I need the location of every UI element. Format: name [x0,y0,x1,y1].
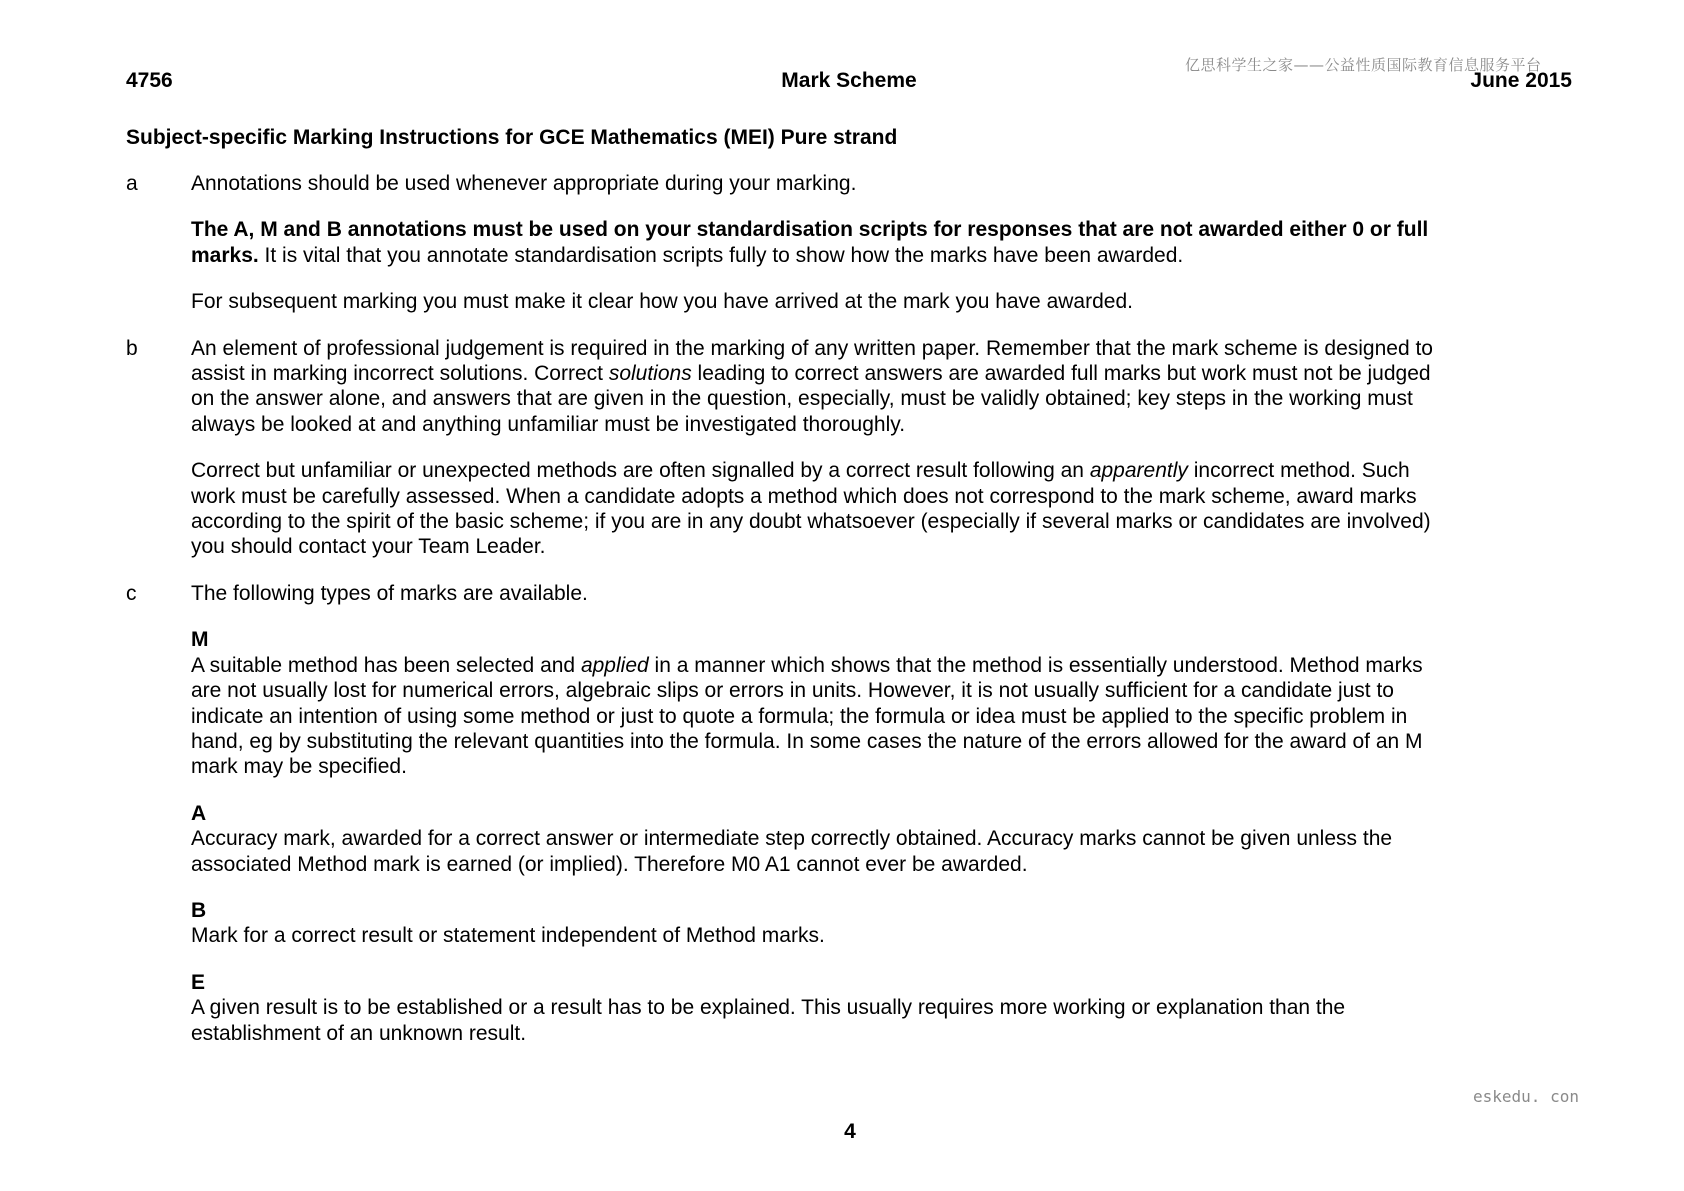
page-number: 4 [844,1120,856,1143]
mark-type-description: Mark for a correct result or statement independent of Method marks. [191,924,825,948]
instruction-item-c [126,581,1456,1046]
paragraph [191,458,1456,560]
item-letter: a [126,172,138,195]
bold-text: The A, M and B annotations must be used on your standardisation scripts for responses that are not awarded either 0 or full marks. [191,218,1429,267]
mark-type-heading: M [191,628,209,652]
italic-text: apparently [1089,459,1188,483]
mark-type-heading: A [191,801,207,825]
paragraph: Annotations should be used whenever appropriate during your marking. [191,172,857,195]
italic-text: applied [580,653,649,677]
watermark-bottom: eskedu. con [1473,1087,1579,1106]
paper-code: 4756 [126,69,173,92]
italic-text: solutions [608,362,692,386]
mark-type-a [191,801,1456,877]
item-letter: b [126,336,138,360]
instruction-item-b [126,336,1456,560]
mark-type-description: A given result is to be established or a result has to be explained. This usually requires more working or explanation than the establishment of an unknown result. [191,996,1346,1045]
section-title: Subject-specific Marking Instructions for GCE Mathematics (MEI) Pure strand [126,126,898,149]
text-run: incorrect method. Such work must be carefully assessed. When a candidate adopts a method which does not correspond to the mark scheme, award marks according to the spirit of the basic scheme; if you are in any doubt whatsoever (especially if several marks or candidates are involved) you should contact your Team Leader. [191,459,1431,559]
mark-type-description: Accuracy mark, awarded for a correct answer or intermediate step correctly obtained. Accuracy marks cannot be given unless the associated Method mark is earned (or implied). Therefore M0 A1 cannot ever be awarded. [191,827,1393,876]
text-run: Correct but unfamiliar or unexpected methods are often signalled by a correct result following an [191,459,1090,483]
text-run: leading to correct answers are awarded full marks but work must not be judged on the answer alone, and answers that are given in the question, especially, must be validly obtained; key steps in the working must always be looked at and anything unfamiliar must be investigated thoroughly. [191,362,1431,436]
paragraph: For subsequent marking you must make it clear how you have arrived at the mark you have awarded. [191,290,1133,314]
text-run: A suitable method has been selected and [191,653,581,677]
document-title: Mark Scheme [781,69,917,92]
instructions-body [126,171,1456,1067]
mark-type-heading: B [191,898,207,922]
text-run: in a manner which shows that the method is essentially understood. Method marks are not usually lost for numerical errors, algebraic slips or errors in units. However, it is not usually sufficient for a candidate just to indicate an intention of using some method or just to quote a formula; the formula or idea must be applied to the specific problem in hand, eg by substituting the relevant quantities into the formula. In some cases the nature of the errors allowed for the award of an M mark may be specified. [191,653,1423,779]
text-run: It is vital that you annotate standardisation scripts fully to show how the marks have been awarded. [258,243,1184,267]
mark-type-m [191,627,1456,779]
page-header [126,69,1572,97]
mark-type-e [191,970,1456,1046]
paragraph [191,336,1456,438]
instruction-item-a [126,171,1456,315]
mark-type-b [191,898,1456,949]
watermark-top: 亿思科学生之家——公益性质国际教育信息服务平台 [1185,56,1542,74]
mark-type-heading: E [191,970,206,994]
text-run: An element of professional judgement is required in the marking of any written paper. Remember that the mark scheme is designed to assist in marking incorrect solutions. Correct [191,336,1433,386]
exam-date: June 2015 [1470,69,1572,92]
paragraph: The following types of marks are available. [191,581,588,605]
item-letter: c [126,581,137,605]
paragraph [191,217,1456,268]
